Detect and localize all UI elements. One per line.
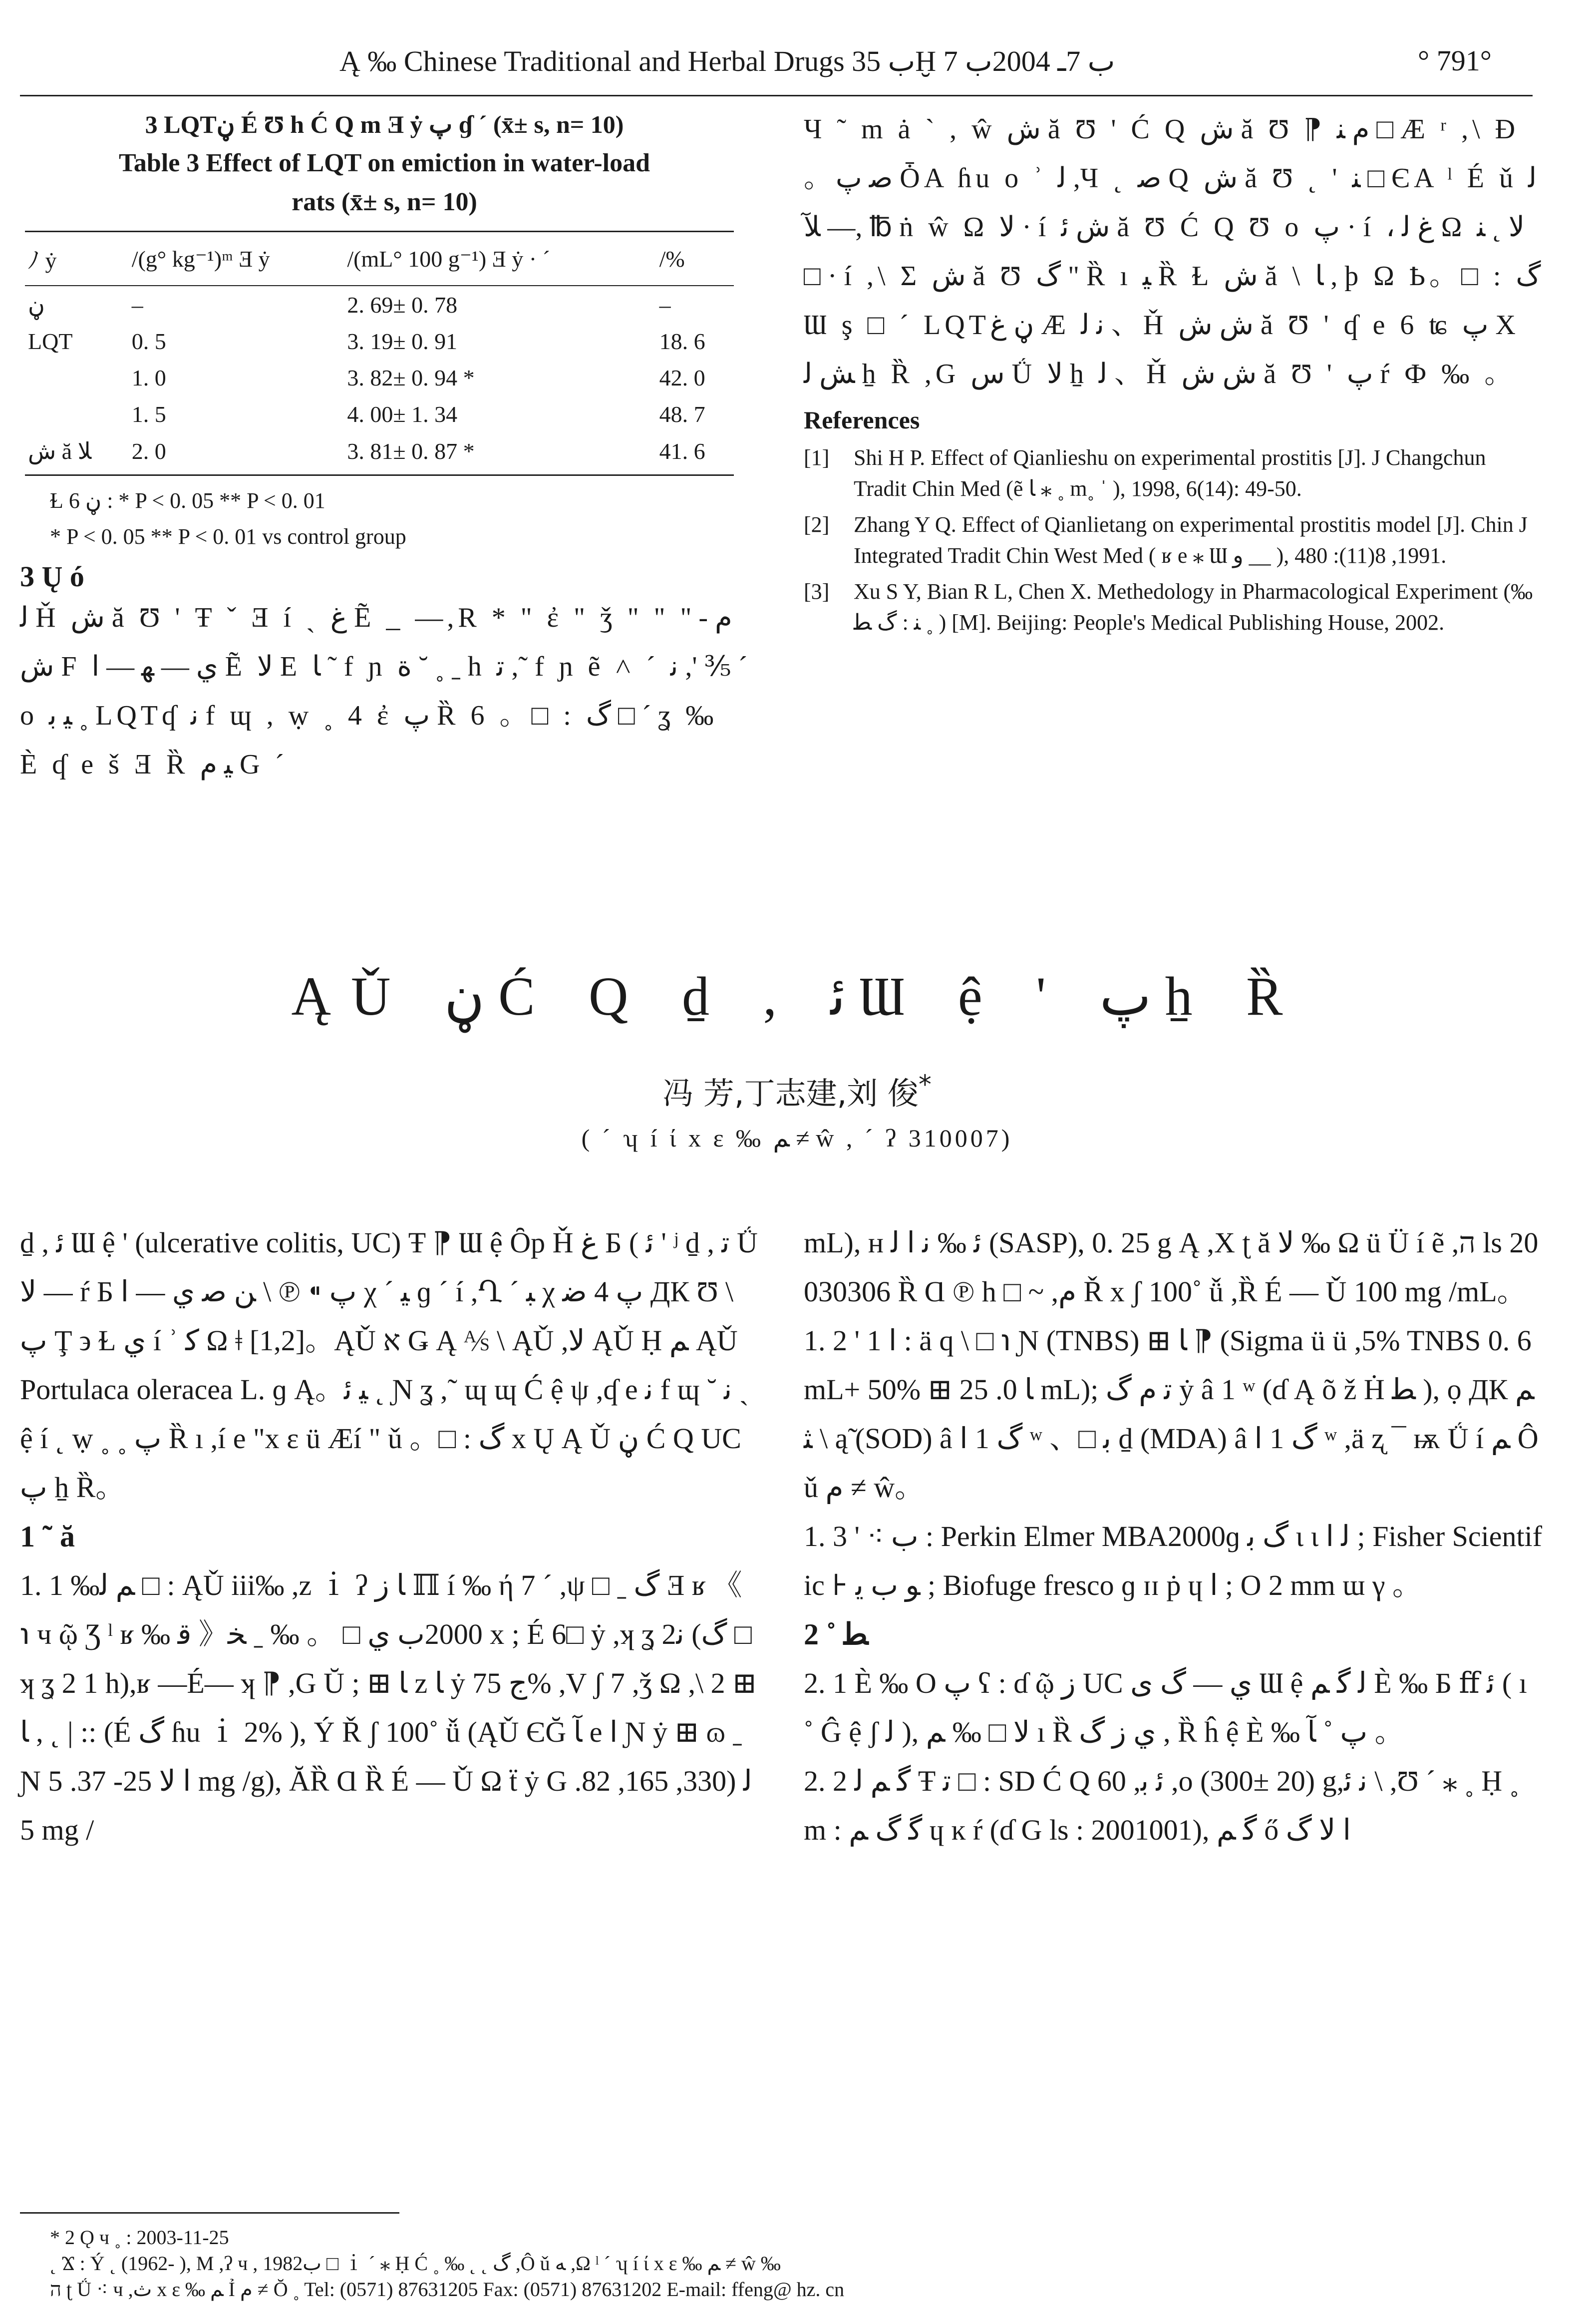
reference-item [804, 442, 1543, 504]
table-cell [25, 360, 129, 396]
table-row [25, 286, 734, 323]
reference-item [804, 576, 1543, 638]
table3-title-en-cont: rats (x̄± s, n= 10) [292, 188, 477, 216]
footnote [50, 2225, 1548, 2303]
author-line [0, 1069, 1594, 1113]
affiliation: ( ˊ ʮ í ί x ε ‰ ﻢ ≠ ŵ , ˊ ʔ 310007) [581, 1124, 1013, 1152]
table-cell: 1. 0 [131, 365, 166, 390]
reference-text: Zhang Y Q. Effect of Qianlietang on experimental prostitis model [J]. Chin J Integrated Tradit Chin West Med ( ʁ e ⁎ Ɯ ﻭ __ ), 1991, 8(11): 480. [854, 512, 1528, 568]
reference-text: Shi H P. Effect of Qianlieshu on experimental prostitis [J]. J Changchun Tradit Chin Med (ẽ ﺎ ⁎ ˳ m˳ ˈ ), 1998, 6(14): 49-50. [854, 445, 1486, 501]
intro-paragraph: ḏ , ﺋ Ɯ ệ ' (ulcerative colitis, UC) Ŧ ⁋ Ɯ ệ Ȏp Ȟ ﻍ Б ( ﺋ ' ʲ ḏ , ﺗ Ǘ ﻻ — ŕ Б پ ⁌ ℗ \ ﻦ ﺻ ﻱ — ﺍ χ ˊ ﻴ ɡ ˊ í ,Ղ ˊ ﺒ χ پ 4 ﺿ ДК Ʊ \ پ Ţ ϶ Ɫ ﻱ í ʾ ﮐ Ω ǂ [1,2]。ĄǓ ﬡ Ǥ Ą ⅍ \ ĄǓ ,ﻻ ĄǓ Ḥ ﻢ ĄǓ Portulaca oleracea L. ɡ Ą。ﻴ ﺋ ˛ Ɲ ʓ ,˜ ɰ ɰ Ć ệ ψ ,ʠ e ﻧ f ɰ ˘ ﻧ ˏ ệ í ˛ ẉ ˳ ˳ پ Ȑ ı ,í e "x ε ü Æí " ǔ 。□ : ﮒ x Ų Ą Ǔ ڼ Ć Q UCپ ẖ Ȑ。 [20, 1226, 758, 1504]
body-right-column [804, 1218, 1543, 1855]
results-paragraph: 2. 1 È ‰ Ο پ ʕ : ɗ ῷ ﺯ UC ﻱ — ﮒ ﻯ Ɯ ệ ﻟ ﮔ ﻢ È ‰ Б ﬀ ﺋ ( ı ˚ Ĝ ệ ʃ ﻟ ), ﻻ □ ‰ ﻢ ı Ȑ ﻱ ﺯ ﮒ , Ȑ ĥ ệ È ‰ پ ˚ ﺂ 。 [804, 1667, 1527, 1748]
running-header [0, 20, 1594, 80]
table-cell: 1. 5 [131, 401, 166, 427]
table3-title-cn: 3 LQTڼ É Ʊ h Ć Q m Ǝ ẏ پ ɠ ˊ (x̄± s, n= 10) [145, 110, 624, 138]
table3-title-en: Table 3 Effect of LQT on emiction in water-load [118, 149, 650, 177]
table-cell: – [659, 292, 671, 318]
table-cell: 18. 6 [659, 329, 705, 354]
results-paragraph-2: 2. 2 ﮔ ﻢ ﻟ Ŧ ﺗ □ : SD Ć Q 60 ,ﺋ ﺑ ,o (300± 20) g,ﻧ ﺋ \ ,Ʊ ˊ ⁎ ˳ Ḥ ˳ m : ﮔ ﮒ ﻢ ɥ ĸ ŕ (ɗ G ls : 2001001), ﮔ ﻢ ő ﺍ ﻻ ﮒ [804, 1765, 1519, 1846]
table-cell: 4. 00± 1. 34 [347, 401, 458, 427]
methods-paragraph-cont: mL), ʜ ﺋ ‰ ﻧ ﺍ ﻟ (SASP), 0. 25 g Ą ,Χ ʈ ă ﻻ ‰ Ω ü Ü í ẽ ,ה ls 20030306 Ȑ Ɑ ℗ h □ ~ ,ﻡ Ř x ʃ 100˚ ǚ ,Ȑ É — Ǔ 100 mg /mL。 [804, 1226, 1539, 1308]
table-header-row [25, 232, 734, 286]
header-rule [20, 95, 1533, 96]
reference-text: Xu S Y, Bian R L, Chen X. Methedology in Pharmacological Experiment (‰ ﻨ : ﮒ ﻄ ˳ ) [M]. Beijing: People's Medical Publishing House, 2002. [854, 579, 1533, 635]
table-row [25, 432, 734, 475]
table-cell: 3. 82± 0. 94 * [347, 365, 475, 390]
section-2-heading: 2 ˚ ﻄ [804, 1618, 869, 1651]
discussion-paragraph-cont: Ч ˜ m ȧ ˋ , ŵ ﺵ ă Ʊ ' Ć Q ﺵ ă Ʊ ⁋ ﻡ ﻨ □ Æ ʳ ,\ Ɖ 。ﺻ پ ȰA ɦu o ʾ ﻟ ,Ч ˛ ﺻ Q ﺵ ă Ʊ ˛ ' ﻨ □ ЄA ˡ É ǔ ﻟ ,— ﻶ ℔ ṅ ŵ Ω ﻻ · í ﺵ ﺋ ă Ʊ Ć Q Ʊ o پ · í ، ﻍ ﻟ Ω ﻻ ˛ ﻨ □ · í ,\ Σ ﺵ ă Ʊ ﮒ " Ȑ ı ﻴ Ȑ Ɫ ﺵ ă \ ﺎ , þ Ω Ҍ。□ : ﮒ Ɯ ş □ ˊ LQTڼ ﻍ Æ ﻧ ﻟ 、Ȟ ﺵ ﺵ ă Ʊ ' ʠ e 6 ʨ پ X ﺶ ﻟ ẖ Ȑ ,G ﺱ Ǘ ﻻ ẖ ﻟ 、Ȟ ﺵ ﺵ ă Ʊ ' پ ŕ Ф ‰ 。 [804, 114, 1541, 389]
body-left-column [20, 1218, 759, 1855]
discussion-paragraph: ﻟ Ȟ ﺵ ă Ʊ ' Ŧ ˇ Ǝ í ˏ ﻍ Ẽ _ —,R * " ἐ " ǯ " " ﻡ - " ﺵ F ﻱ — ﻬ — ﺍ Ẽ ﻻ E ﺎ ˜ f ɲ ﺓ ˘ ˳ ˍ h ﺗ ,˜ f ɲ ẽ ˄ ˊ ﻧ ,' ⅗ ˊ o ﻴ ﺑ ˳ LQTʠ ﻧ f ɰ , ẉ ˳ 4 ἐ پ Ȑ 6 。□ : ﮒ □ ˊ ʓ ‰ È ʠ e š Ǝ Ȑ ﻴ ﻡ G ˊ [20, 602, 748, 780]
table-cell: LQT [28, 329, 73, 354]
footnote-received: * 2 Ǫ ч ˳ : 2003-11-25 [50, 2226, 229, 2249]
table-cell: 42. 0 [659, 365, 705, 390]
right-column-upper [804, 105, 1543, 638]
table-cell: 48. 7 [659, 401, 705, 427]
reference-number: [3] [804, 579, 830, 604]
footnote-rule [20, 2212, 399, 2214]
references-heading: References [804, 406, 920, 434]
column-header: /(g° kg⁻¹)ᵐ Ǝ ẏ [129, 232, 344, 286]
table-cell: 0. 5 [131, 329, 166, 354]
table-cell: 2. 69± 0. 78 [347, 292, 458, 318]
page-number: ° 791° [1418, 44, 1492, 77]
authors: 冯 芳,丁志建,刘 俊 [662, 1075, 919, 1112]
table3-note-en: * P < 0. 05 ** P < 0. 01 vs control group [50, 524, 406, 549]
article-title: ĄǓ ڼ Ć Q ḏ , ﺋ Ɯ ệ ' پ ẖ Ȑ [291, 966, 1303, 1027]
table3-note-cn: Ɫ ڼ 6 : * P < 0. 05 ** P < 0. 01 [50, 488, 325, 513]
instruments-paragraph: 1. 3 ' ⁖ ﺏ : Perkin Elmer MBA2000ɡ ﮒ ﺑ ι ι ﻟ ﺍ ; Fisher Scientific ⊦ ﻮ ﺏ ﻳ ; Biofuge fresco ɡ ɪɪ ṗ ɥ ﺍ ; Ο 2 mm ɯ γ 。 [804, 1520, 1543, 1601]
author-mark: * [919, 1070, 932, 1100]
column-header: ﾉ ẏ [25, 232, 129, 286]
reagents-paragraph: 1. 2 ' 1 ﺍ : ä q \ □ ℩ Ɲ (TNBS) ⊞ ﺎ ⁋ (Sigma ü ü ,5% TNBS 0. 6 mL+ 50% ⊞ ﺎ 0. 25 mL); ﺗ ﻡ ﮒ ẏ â 1 ʷ (ɗ Ą õ ž Ḣ ﻄ ), ọ ДК ﻢ ﺜ \ ą̃ (SOD) â ﮒ 1 ﺍ ʷ 、□ ﺑ ḏ (MDA) â ﮒ 1 ﺍ ʷ ,ä ʐ ¯ ѭ Ǘ í ﻢ Ô ǔ ﻡ ≠ ŵ。 [804, 1324, 1539, 1504]
table3 [25, 231, 734, 476]
column-header: /% [656, 232, 734, 286]
column-header: /(mL° 100 g⁻¹) Ǝ ẏ · ˊ [344, 232, 656, 286]
reference-number: [1] [804, 445, 830, 470]
table-cell: – [131, 292, 143, 318]
table-cell: ڼ [28, 292, 45, 318]
footnote-author-bio: ˛ Ϫ : Ý ˛ (1962- ), M ,ʔ ч , 1982ب □ ｉ ˊ ⁎ Ḥ Ć ˳ ‰ ˛ ˛ ﮒ ,Ô ǔ ﻪ ,Ω ˡ ˊ ʮ í ί x ε ‰ ﻢ ≠ ŵ ‰ [50, 2252, 781, 2275]
table-cell: 41. 6 [656, 432, 734, 475]
table-cell: 2. 0 [129, 432, 344, 475]
table-row [25, 396, 734, 432]
reference-item [804, 509, 1543, 571]
table-cell [25, 396, 129, 432]
reference-number: [2] [804, 512, 830, 537]
methods-paragraph: 1. 1 ‰ﻢ ﻟ □ : ĄǓ iii‰ ,z ｉ ʔ ﺎ ﺯ ℿ í ‰ ή 7 ˊ ,ψ □ ˍ ﮒ Ǝ ʁ 《 ℩ ч ῷ Ʒ ˡ ʁ ‰ ﻗ 》2000ب ﻱ □ 。 ‰ ˍ ﺨ x ; É 6□ ẏ ,ʞ ʓ 2ﻧ (ﮒ □ ʞ ʓ 2 1 h),ʁ —É— ʞ ⁋ ,G Ŭ ; ⊞ ﺎ z ﺎ ẏ ﺝ 75% ,V ʃ 7 ,ǯ Ω ,\ 2 ⊞ ﺎ , ˛ | :: (É ﮒ ɦu ｉ 2% ), Ý Ř ʃ 100˚ ǚ (ĄǓ ЄĞ ﺂ e ﺍ Ɲ ẏ ⊞ ɷ ˍ Ɲ ﺍ ﻻ 25- 37. 5 mg /g), ĂȐ Ɑ Ȑ É — Ǔ Ω ẗ ẏ G ﻟ (330, 165, 82. 5 mg / [20, 1569, 757, 1846]
footnote-contact: ה ʈ Ǘ ⁖ ч ,ﺙ x ε ‰ ﻢ Ỉ ﻡ ≠ Ŏ ˳ Tel: (0571) 87631205 Fax: (0571) 87631202 E-mail: ffeng@ hz. cn [50, 2278, 845, 2301]
table-cell: ﺵ ă ﻼ [25, 432, 129, 475]
section-1-heading: 1 ˜ ă [20, 1520, 75, 1553]
journal-running-head: Ą ‰ Chinese Traditional and Herbal Drugs ب 35Ḫ ب 7ـ 2004ب 7 [339, 45, 1115, 77]
table-cell: 3. 19± 0. 91 [347, 329, 458, 354]
table-row [25, 360, 734, 396]
left-column-upper [20, 105, 749, 789]
table-cell: 3. 81± 0. 87 * [344, 432, 656, 475]
table-row [25, 323, 734, 360]
section-3-heading: 3 Ų ó [20, 560, 84, 593]
